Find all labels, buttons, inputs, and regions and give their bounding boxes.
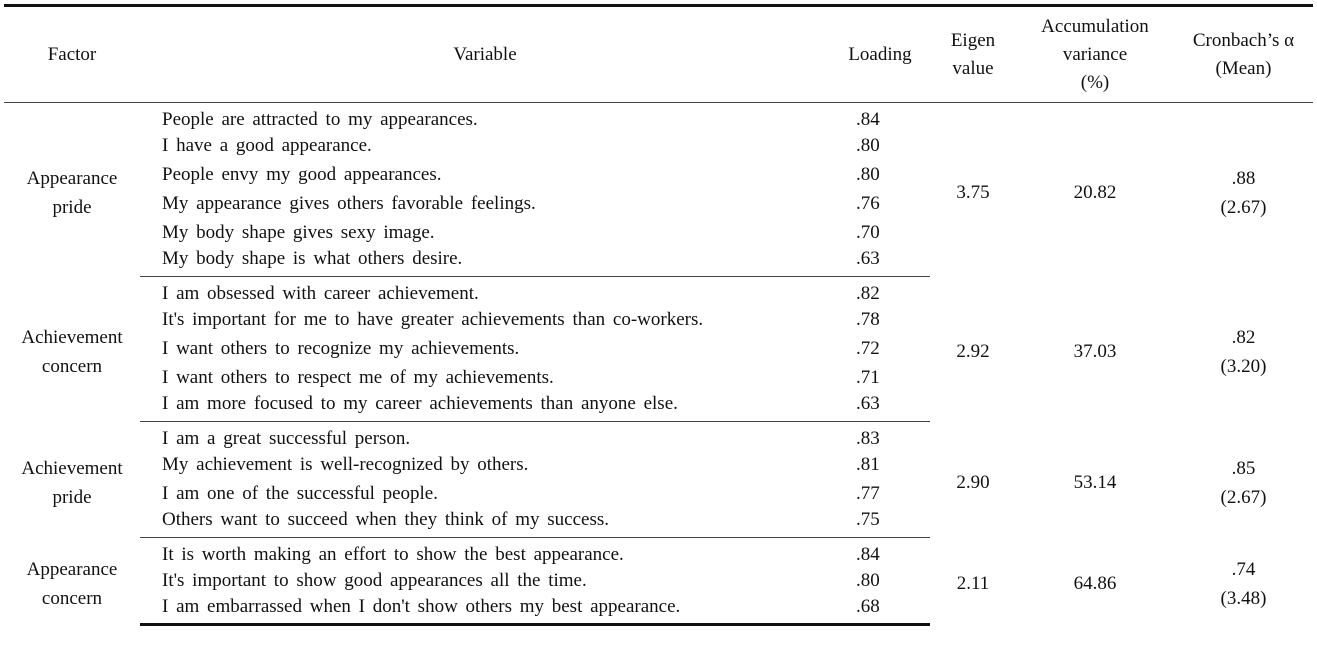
accumulation-variance-cell: 37.03	[1073, 341, 1117, 362]
mean-value: (2.67)	[1220, 196, 1267, 218]
loading-cell: .76	[856, 193, 880, 214]
table-body	[4, 103, 1313, 625]
loading-cell: .63	[830, 393, 930, 422]
loading-cell: .82	[856, 283, 880, 305]
cronbach-alpha-value: .82	[1231, 327, 1256, 348]
table-row	[4, 277, 1313, 306]
loading-cell: .81	[856, 454, 880, 475]
eigen-value-cell: 3.75	[956, 181, 990, 203]
header-alpha-line1: Cronbach’s α	[1192, 29, 1295, 51]
header-loading: Loading	[830, 6, 930, 103]
header-alpha-line2: (Mean)	[1215, 57, 1272, 79]
variable-cell: My achievement is well-recognized by others.	[162, 454, 529, 475]
variable-cell: My body shape gives sexy image.	[162, 222, 435, 243]
loading-cell: .70	[856, 222, 880, 243]
variable-cell: I am one of the successful people.	[162, 483, 438, 504]
loading-cell: .83	[856, 428, 880, 450]
header-accum-line1: Accumulation	[1041, 15, 1149, 37]
loading-cell: .68	[830, 596, 930, 625]
variable-cell: It's important to show good appearances all the time.	[162, 570, 587, 591]
header-row	[4, 6, 1313, 103]
header-cronbach-alpha	[1174, 6, 1313, 103]
factor-name-line2: pride	[52, 196, 92, 218]
cronbach-alpha-cell	[1174, 277, 1313, 422]
variable-cell: It's important for me to have greater achievements than co-workers.	[162, 309, 704, 330]
variable-cell: People are attracted to my appearances.	[162, 109, 478, 131]
eigen-value-cell: 2.92	[956, 341, 990, 362]
header-accum-line2: variance	[1062, 43, 1128, 65]
factor-cell	[4, 277, 140, 422]
variable-cell: I have a good appearance.	[162, 135, 372, 156]
table-header	[4, 6, 1313, 103]
header-eigen-line1: Eigen	[950, 29, 996, 51]
loading-cell: .77	[856, 483, 880, 504]
cronbach-alpha-value: .85	[1231, 457, 1256, 479]
loading-cell: .78	[856, 309, 880, 330]
factor-name-line1: Appearance	[26, 167, 118, 189]
loading-cell: .80	[856, 164, 880, 185]
variable-cell: I am obsessed with career achievement.	[162, 283, 479, 305]
loading-cell: .72	[856, 338, 880, 359]
eigen-value-cell: 2.90	[956, 471, 990, 493]
variable-cell: Others want to succeed when they think of my success.	[140, 509, 830, 538]
loading-cell: .71	[856, 367, 880, 388]
loading-cell: .84	[856, 109, 880, 131]
variable-cell: My appearance gives others favorable feelings.	[162, 193, 536, 214]
loading-cell: .63	[830, 248, 930, 277]
factor-cell	[4, 103, 140, 277]
factor-name-line2: concern	[41, 588, 103, 609]
table-row	[4, 422, 1313, 451]
table-row	[4, 538, 1313, 567]
header-eigen-value	[930, 6, 1016, 103]
accumulation-variance-cell: 64.86	[1073, 573, 1117, 594]
factor-name-line2: concern	[41, 356, 103, 377]
variable-cell: I am embarrassed when I don't show others my best appearance.	[140, 596, 830, 625]
variable-cell: I am a great successful person.	[162, 428, 411, 450]
header-accum-line3: (%)	[1080, 71, 1110, 93]
factor-cell	[4, 538, 140, 625]
loading-cell: .84	[856, 544, 880, 566]
eigen-value-cell: 2.11	[956, 573, 990, 594]
variable-cell: It is worth making an effort to show the best appearance.	[162, 544, 624, 566]
factor-name-line1: Achievement	[21, 327, 123, 348]
header-eigen-line2: value	[952, 57, 994, 79]
factor-analysis-table-container	[4, 4, 1313, 626]
factor-cell	[4, 422, 140, 538]
header-accumulation-variance	[1016, 6, 1174, 103]
variable-cell: I want others to recognize my achievements.	[162, 338, 520, 359]
header-variable: Variable	[140, 6, 830, 103]
mean-value: (3.20)	[1220, 356, 1267, 377]
variable-cell: I want others to respect me of my achievements.	[162, 367, 554, 388]
factor-name-line2: pride	[52, 486, 92, 508]
accumulation-variance-cell: 53.14	[1073, 471, 1117, 493]
accumulation-variance-cell: 20.82	[1073, 181, 1117, 203]
cronbach-alpha-cell	[1174, 103, 1313, 277]
factor-analysis-table	[4, 4, 1313, 626]
mean-value: (3.48)	[1220, 588, 1267, 609]
factor-name-line1: Appearance	[26, 559, 118, 580]
variable-cell: My body shape is what others desire.	[140, 248, 830, 277]
header-factor: Factor	[4, 6, 140, 103]
variable-cell: I am more focused to my career achievements than anyone else.	[140, 393, 830, 422]
factor-name-line1: Achievement	[21, 457, 123, 479]
mean-value: (2.67)	[1220, 486, 1267, 508]
cronbach-alpha-cell	[1174, 422, 1313, 538]
cronbach-alpha-value: .74	[1231, 559, 1256, 580]
cronbach-alpha-value: .88	[1231, 167, 1256, 189]
table-row	[4, 103, 1313, 132]
variable-cell: People envy my good appearances.	[162, 164, 442, 185]
cronbach-alpha-cell	[1174, 538, 1313, 625]
loading-cell: .75	[830, 509, 930, 538]
loading-cell: .80	[856, 135, 880, 156]
loading-cell: .80	[856, 570, 880, 591]
